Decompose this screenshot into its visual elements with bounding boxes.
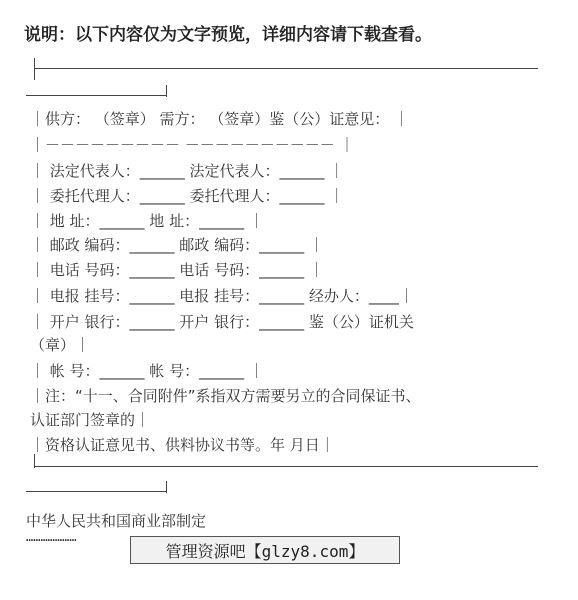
top-border-line — [34, 68, 538, 69]
footer-org: 中华人民共和国商业部制定 — [26, 512, 207, 530]
top-border-short-tick — [166, 85, 167, 97]
dotted-leader: ………………… — [26, 530, 77, 544]
form-line: ｜ 委托代理人：______ 委托代理人：______ ｜ — [30, 187, 345, 205]
form-line: ｜ 电话 号码：______ 电话 号码：______ ｜ — [30, 261, 324, 279]
bottom-border-short-tick — [166, 481, 167, 493]
bottom-border-line — [34, 466, 538, 467]
form-line: ｜资格认证意见书、供料协议书等。年 月日｜ — [30, 436, 335, 454]
form-line: ｜注：“十一、合同附件”系指双方需要另立的合同保证书、 — [30, 387, 421, 405]
bottom-border-short-line — [26, 491, 166, 492]
form-line: ｜ 开户 银行：______ 开户 银行：______ 鉴（公）证机关 — [30, 313, 414, 331]
brand-watermark: 管理资源吧【glzy8.com】 — [130, 536, 400, 564]
form-line: ｜－－－－－－－－－ －－－－－－－－－－ ｜ — [30, 136, 355, 154]
form-line: ｜ 电报 挂号：______ 电报 挂号：______ 经办人：____｜ — [30, 287, 414, 305]
form-line: ｜ 地 址：______ 地 址：______ ｜ — [30, 212, 264, 230]
form-line: ｜ 法定代表人：______ 法定代表人：______ ｜ — [30, 162, 345, 180]
form-line: （章）｜ — [30, 336, 91, 354]
top-border-short-line — [26, 95, 166, 96]
form-line: ｜ 邮政 编码：______ 邮政 编码：______ ｜ — [30, 236, 324, 254]
form-line: 认证部门签章的｜ — [30, 411, 151, 429]
preview-note: 说明：以下内容仅为文字预览，详细内容请下载查看。 — [24, 25, 432, 45]
form-line: ｜供方： （签章） 需方： （签章）鉴（公）证意见： ｜ — [30, 110, 410, 128]
top-border-tick — [34, 58, 35, 80]
form-line: ｜ 帐 号：______ 帐 号：______ ｜ — [30, 362, 264, 380]
